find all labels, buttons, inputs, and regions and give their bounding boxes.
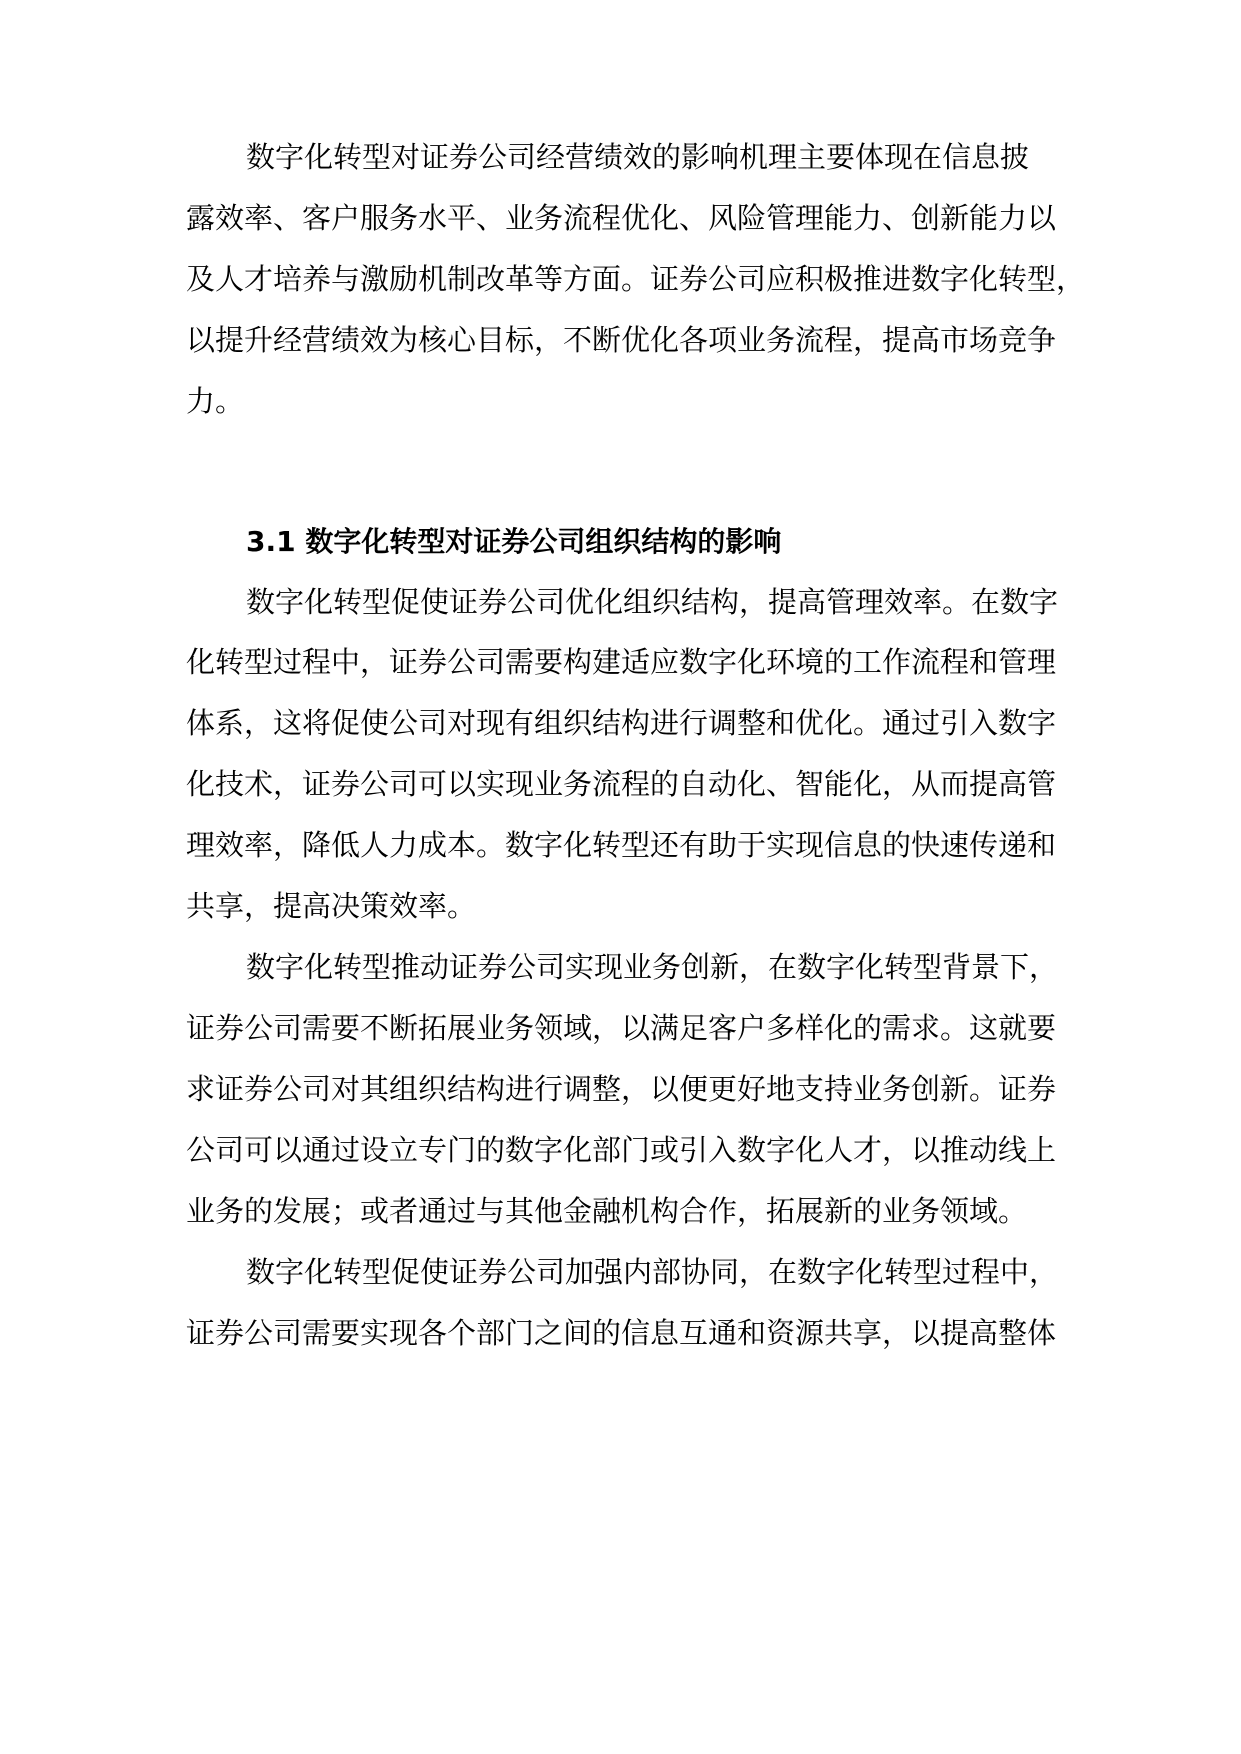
paragraph2-line-5: 业务的发展；或者通过与其他金融机构合作，拓展新的业务领域。: [186, 1194, 1028, 1228]
paragraph1-line-4: 化技术，证券公司可以实现业务流程的自动化、智能化，从而提高管: [186, 767, 1057, 801]
paragraph1-line-1: 数字化转型促使证券公司优化组织结构，提高管理效率。在数字: [246, 585, 1059, 619]
paragraph1-line-5: 理效率，降低人力成本。数字化转型还有助于实现信息的快速传递和: [186, 828, 1057, 862]
intro-line-1: 数字化转型对证券公司经营绩效的影响机理主要体现在信息披: [246, 140, 1030, 174]
section-heading: 3.1 数字化转型对证券公司组织结构的影响: [246, 525, 782, 558]
paragraph1-line-6: 共享，提高决策效率。: [186, 889, 477, 923]
intro-line-5: 力。: [186, 384, 245, 418]
paragraph2-line-2: 证券公司需要不断拓展业务领域，以满足客户多样化的需求。这就要: [186, 1011, 1057, 1045]
intro-line-4: 以提升经营绩效为核心目标，不断优化各项业务流程，提高市场竞争: [186, 323, 1057, 357]
paragraph3-line-2: 证券公司需要实现各个部门之间的信息互通和资源共享，以提高整体: [186, 1316, 1057, 1350]
paragraph3-line-1: 数字化转型促使证券公司加强内部协同，在数字化转型过程中，: [246, 1255, 1059, 1289]
paragraph1-line-2: 化转型过程中，证券公司需要构建适应数字化环境的工作流程和管理: [186, 645, 1057, 679]
intro-line-3: 及人才培养与激励机制改革等方面。证券公司应积极推进数字化转型，: [186, 262, 1086, 296]
paragraph2-line-3: 求证券公司对其组织结构进行调整，以便更好地支持业务创新。证券: [186, 1072, 1057, 1106]
intro-line-2: 露效率、客户服务水平、业务流程优化、风险管理能力、创新能力以: [186, 201, 1057, 235]
paragraph1-line-3: 体系，这将促使公司对现有组织结构进行调整和优化。通过引入数字: [186, 706, 1057, 740]
paragraph2-line-1: 数字化转型推动证券公司实现业务创新，在数字化转型背景下，: [246, 950, 1059, 984]
paragraph2-line-4: 公司可以通过设立专门的数字化部门或引入数字化人才，以推动线上: [186, 1133, 1057, 1167]
